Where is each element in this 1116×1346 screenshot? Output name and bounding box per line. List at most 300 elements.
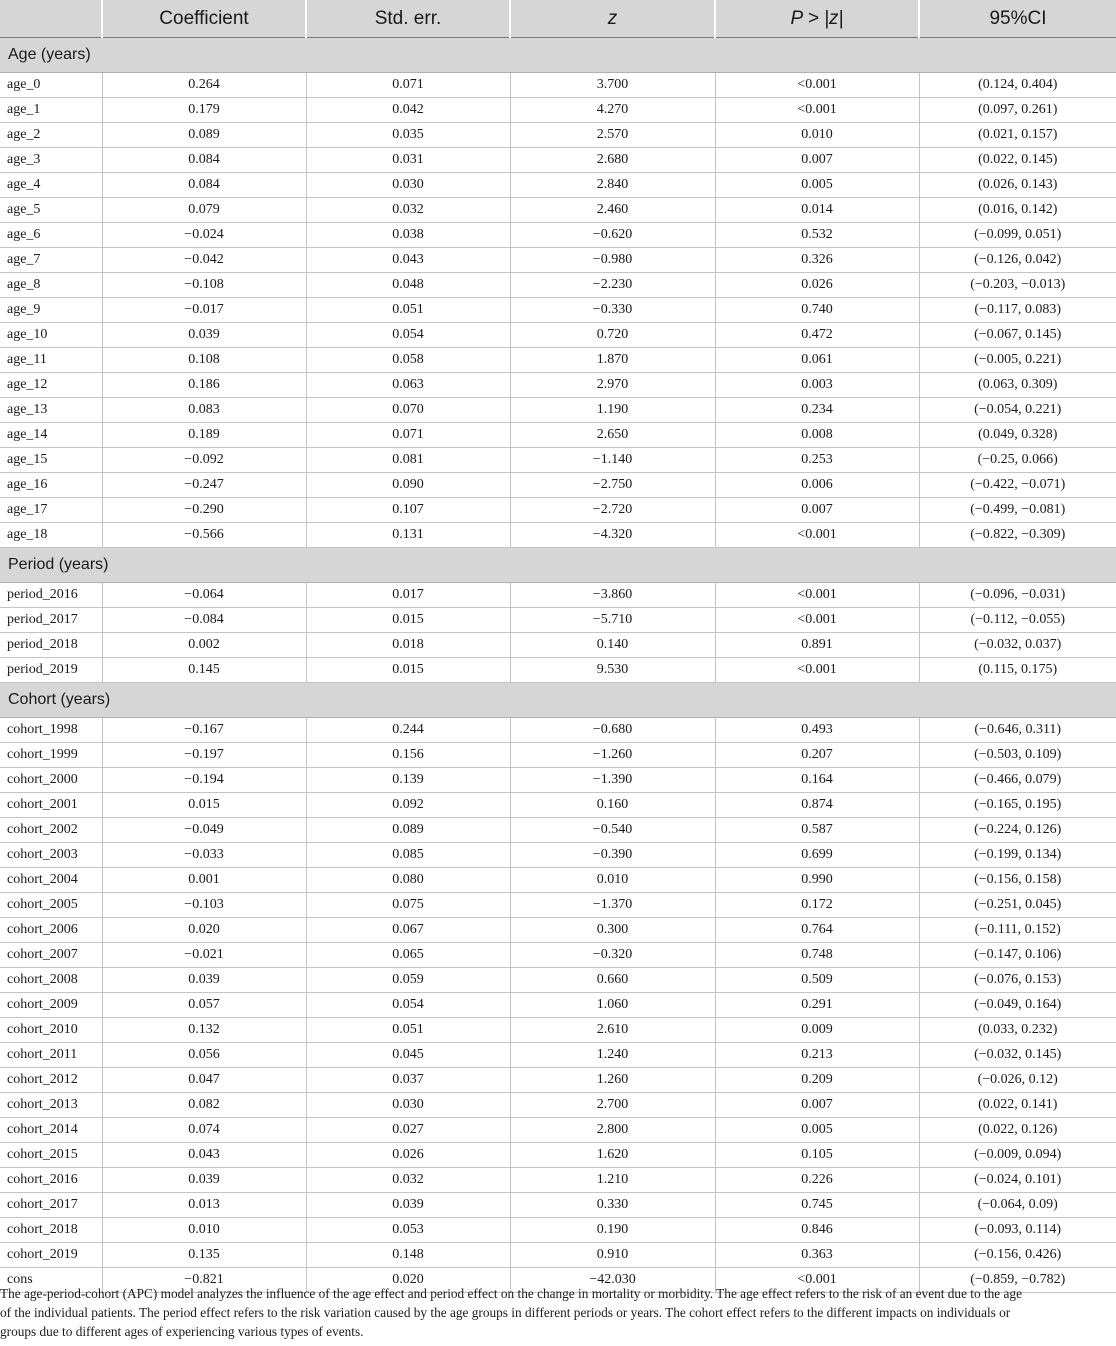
cell-std-err: 0.081 [306, 448, 510, 473]
cell-p-value: 0.745 [715, 1193, 919, 1218]
cell-variable: period_2019 [0, 658, 102, 683]
table-footnote [0, 1284, 1116, 1341]
cell-coefficient: 0.047 [102, 1068, 306, 1093]
cell-95ci: (−0.009, 0.094) [919, 1143, 1116, 1168]
cell-z: 2.840 [510, 173, 715, 198]
cell-coefficient: 0.083 [102, 398, 306, 423]
cell-coefficient: −0.084 [102, 608, 306, 633]
cell-z: 0.190 [510, 1218, 715, 1243]
cell-z: 2.970 [510, 373, 715, 398]
cell-p-value: <0.001 [715, 98, 919, 123]
cell-coefficient: 0.015 [102, 793, 306, 818]
cell-std-err: 0.043 [306, 248, 510, 273]
table-row [0, 198, 1116, 223]
cell-std-err: 0.139 [306, 768, 510, 793]
table-row [0, 1143, 1116, 1168]
cell-variable: cohort_2016 [0, 1168, 102, 1193]
table-row [0, 1018, 1116, 1043]
cell-std-err: 0.053 [306, 1218, 510, 1243]
cell-coefficient: 0.039 [102, 1168, 306, 1193]
cell-std-err: 0.054 [306, 323, 510, 348]
cell-variable: age_14 [0, 423, 102, 448]
cell-p-value: <0.001 [715, 523, 919, 548]
header-coefficient: Coefficient [102, 0, 306, 38]
cell-std-err: 0.027 [306, 1118, 510, 1143]
cell-std-err: 0.090 [306, 473, 510, 498]
cell-std-err: 0.051 [306, 1018, 510, 1043]
cell-std-err: 0.042 [306, 98, 510, 123]
cell-std-err: 0.071 [306, 73, 510, 98]
cell-coefficient: −0.108 [102, 273, 306, 298]
table-row [0, 583, 1116, 608]
cell-std-err: 0.017 [306, 583, 510, 608]
cell-p-value: 0.007 [715, 1093, 919, 1118]
cell-95ci: (−0.646, 0.311) [919, 718, 1116, 743]
table-row [0, 523, 1116, 548]
cell-z: 0.160 [510, 793, 715, 818]
cell-p-value: 0.009 [715, 1018, 919, 1043]
cell-95ci: (0.016, 0.142) [919, 198, 1116, 223]
cell-coefficient: −0.103 [102, 893, 306, 918]
cell-variable: age_10 [0, 323, 102, 348]
cell-z: −42.030 [510, 1268, 715, 1293]
cell-p-value: 0.846 [715, 1218, 919, 1243]
table-row [0, 943, 1116, 968]
cell-p-value: 0.226 [715, 1168, 919, 1193]
table-row [0, 323, 1116, 348]
cell-variable: cohort_2014 [0, 1118, 102, 1143]
cell-std-err: 0.065 [306, 943, 510, 968]
cell-p-value: 0.326 [715, 248, 919, 273]
cell-coefficient: 0.002 [102, 633, 306, 658]
cell-std-err: 0.018 [306, 633, 510, 658]
cell-95ci: (−0.111, 0.152) [919, 918, 1116, 943]
cell-variable: age_12 [0, 373, 102, 398]
table-row [0, 918, 1116, 943]
cell-std-err: 0.039 [306, 1193, 510, 1218]
cell-95ci: (−0.499, −0.081) [919, 498, 1116, 523]
cell-coefficient: 0.082 [102, 1093, 306, 1118]
cell-variable: cohort_2006 [0, 918, 102, 943]
table-row [0, 473, 1116, 498]
cell-coefficient: −0.290 [102, 498, 306, 523]
section-label: Period (years) [0, 548, 1116, 583]
cell-z: 2.460 [510, 198, 715, 223]
table-row [0, 98, 1116, 123]
cell-p-value: 0.007 [715, 498, 919, 523]
cell-95ci: (0.063, 0.309) [919, 373, 1116, 398]
cell-z: 2.610 [510, 1018, 715, 1043]
cell-z: 1.210 [510, 1168, 715, 1193]
cell-coefficient: 0.132 [102, 1018, 306, 1043]
cell-95ci: (0.022, 0.145) [919, 148, 1116, 173]
cell-variable: cohort_2011 [0, 1043, 102, 1068]
cell-p-value: 0.740 [715, 298, 919, 323]
cell-coefficient: −0.197 [102, 743, 306, 768]
cell-p-value: <0.001 [715, 658, 919, 683]
cell-coefficient: 0.056 [102, 1043, 306, 1068]
cell-p-value: 0.764 [715, 918, 919, 943]
cell-std-err: 0.048 [306, 273, 510, 298]
section-header-row [0, 38, 1116, 73]
cell-std-err: 0.045 [306, 1043, 510, 1068]
cell-coefficient: 0.043 [102, 1143, 306, 1168]
cell-p-value: 0.014 [715, 198, 919, 223]
cell-95ci: (−0.25, 0.066) [919, 448, 1116, 473]
cell-std-err: 0.075 [306, 893, 510, 918]
cell-z: 0.660 [510, 968, 715, 993]
cell-std-err: 0.085 [306, 843, 510, 868]
cell-std-err: 0.026 [306, 1143, 510, 1168]
cell-p-value: 0.291 [715, 993, 919, 1018]
cell-std-err: 0.092 [306, 793, 510, 818]
cell-p-value: 0.007 [715, 148, 919, 173]
cell-std-err: 0.051 [306, 298, 510, 323]
cell-p-value: 0.005 [715, 1118, 919, 1143]
cell-variable: cohort_2004 [0, 868, 102, 893]
cell-variable: age_11 [0, 348, 102, 373]
table-row [0, 373, 1116, 398]
cell-std-err: 0.037 [306, 1068, 510, 1093]
footnote-line: groups due to different ages of experiencing various types of events. [0, 1324, 364, 1339]
cell-std-err: 0.131 [306, 523, 510, 548]
cell-95ci: (−0.126, 0.042) [919, 248, 1116, 273]
cell-p-value: 0.472 [715, 323, 919, 348]
table-row [0, 173, 1116, 198]
table-row [0, 1093, 1116, 1118]
table-row [0, 658, 1116, 683]
cell-variable: period_2017 [0, 608, 102, 633]
cell-variable: age_17 [0, 498, 102, 523]
cell-coefficient: −0.092 [102, 448, 306, 473]
cell-variable: cohort_2015 [0, 1143, 102, 1168]
cell-95ci: (−0.032, 0.037) [919, 633, 1116, 658]
cell-coefficient: −0.167 [102, 718, 306, 743]
cell-95ci: (−0.165, 0.195) [919, 793, 1116, 818]
cell-variable: cohort_2017 [0, 1193, 102, 1218]
cell-variable: period_2016 [0, 583, 102, 608]
table-row [0, 148, 1116, 173]
cell-coefficient: 0.189 [102, 423, 306, 448]
cell-coefficient: 0.135 [102, 1243, 306, 1268]
cell-std-err: 0.020 [306, 1268, 510, 1293]
cell-z: 0.140 [510, 633, 715, 658]
table-row [0, 223, 1116, 248]
cell-variable: age_5 [0, 198, 102, 223]
cell-coefficient: 0.039 [102, 323, 306, 348]
table-row [0, 768, 1116, 793]
table-row [0, 843, 1116, 868]
cell-coefficient: −0.033 [102, 843, 306, 868]
cell-std-err: 0.059 [306, 968, 510, 993]
cell-variable: cohort_2010 [0, 1018, 102, 1043]
cell-variable: age_8 [0, 273, 102, 298]
cell-p-value: <0.001 [715, 73, 919, 98]
table-row [0, 1068, 1116, 1093]
cell-std-err: 0.080 [306, 868, 510, 893]
cell-z: 1.060 [510, 993, 715, 1018]
cell-z: 1.870 [510, 348, 715, 373]
cell-std-err: 0.030 [306, 1093, 510, 1118]
cell-variable: period_2018 [0, 633, 102, 658]
table-row [0, 248, 1116, 273]
cell-z: 2.700 [510, 1093, 715, 1118]
cell-95ci: (−0.466, 0.079) [919, 768, 1116, 793]
cell-coefficient: 0.020 [102, 918, 306, 943]
table-row [0, 348, 1116, 373]
table-row [0, 1168, 1116, 1193]
cell-z: 2.570 [510, 123, 715, 148]
cell-std-err: 0.032 [306, 1168, 510, 1193]
cell-coefficient: 0.179 [102, 98, 306, 123]
cell-p-value: 0.699 [715, 843, 919, 868]
table-row [0, 718, 1116, 743]
cell-p-value: 0.509 [715, 968, 919, 993]
table-row [0, 633, 1116, 658]
cell-p-value: 0.172 [715, 893, 919, 918]
cell-coefficient: 0.084 [102, 148, 306, 173]
cell-p-value: <0.001 [715, 583, 919, 608]
cell-95ci: (0.049, 0.328) [919, 423, 1116, 448]
cell-std-err: 0.148 [306, 1243, 510, 1268]
table-row [0, 73, 1116, 98]
cell-z: 1.620 [510, 1143, 715, 1168]
header-variable [0, 0, 102, 38]
cell-95ci: (0.021, 0.157) [919, 123, 1116, 148]
cell-p-value: 0.164 [715, 768, 919, 793]
cell-variable: cohort_2009 [0, 993, 102, 1018]
cell-z: −1.260 [510, 743, 715, 768]
cell-95ci: (0.097, 0.261) [919, 98, 1116, 123]
table-row [0, 1118, 1116, 1143]
cell-variable: cohort_2005 [0, 893, 102, 918]
section-label: Cohort (years) [0, 683, 1116, 718]
cell-variable: age_16 [0, 473, 102, 498]
cell-p-value: 0.363 [715, 1243, 919, 1268]
cell-std-err: 0.035 [306, 123, 510, 148]
cell-std-err: 0.030 [306, 173, 510, 198]
cell-variable: cohort_2003 [0, 843, 102, 868]
cell-z: 0.910 [510, 1243, 715, 1268]
cell-coefficient: 0.145 [102, 658, 306, 683]
table-row [0, 423, 1116, 448]
section-header-row [0, 683, 1116, 718]
cell-95ci: (−0.503, 0.109) [919, 743, 1116, 768]
cell-p-value: 0.748 [715, 943, 919, 968]
cell-variable: age_15 [0, 448, 102, 473]
table-row [0, 1218, 1116, 1243]
section-header-row [0, 548, 1116, 583]
cell-z: −1.370 [510, 893, 715, 918]
cell-95ci: (−0.199, 0.134) [919, 843, 1116, 868]
cell-z: −0.320 [510, 943, 715, 968]
cell-z: −1.140 [510, 448, 715, 473]
cell-coefficient: −0.247 [102, 473, 306, 498]
cell-z: −0.680 [510, 718, 715, 743]
cell-z: −2.230 [510, 273, 715, 298]
cell-95ci: (−0.099, 0.051) [919, 223, 1116, 248]
cell-coefficient: 0.057 [102, 993, 306, 1018]
cell-95ci: (−0.024, 0.101) [919, 1168, 1116, 1193]
cell-variable: cohort_1999 [0, 743, 102, 768]
cell-coefficient: 0.013 [102, 1193, 306, 1218]
table-row [0, 498, 1116, 523]
table-row [0, 1193, 1116, 1218]
cell-std-err: 0.089 [306, 818, 510, 843]
cell-variable: age_0 [0, 73, 102, 98]
cell-std-err: 0.032 [306, 198, 510, 223]
cell-p-value: 0.010 [715, 123, 919, 148]
cell-coefficient: −0.194 [102, 768, 306, 793]
cell-coefficient: −0.024 [102, 223, 306, 248]
cell-coefficient: 0.039 [102, 968, 306, 993]
table-row [0, 273, 1116, 298]
table-row [0, 448, 1116, 473]
cell-coefficient: 0.079 [102, 198, 306, 223]
cell-p-value: 0.003 [715, 373, 919, 398]
cell-z: −0.540 [510, 818, 715, 843]
cell-95ci: (0.115, 0.175) [919, 658, 1116, 683]
cell-z: 9.530 [510, 658, 715, 683]
cell-95ci: (−0.112, −0.055) [919, 608, 1116, 633]
cell-z: −0.330 [510, 298, 715, 323]
cell-variable: cohort_2001 [0, 793, 102, 818]
cell-coefficient: −0.042 [102, 248, 306, 273]
cell-variable: cohort_2002 [0, 818, 102, 843]
cell-std-err: 0.038 [306, 223, 510, 248]
cell-95ci: (−0.054, 0.221) [919, 398, 1116, 423]
cell-z: −2.720 [510, 498, 715, 523]
cell-95ci: (−0.096, −0.031) [919, 583, 1116, 608]
table-row [0, 993, 1116, 1018]
cell-z: 4.270 [510, 98, 715, 123]
table-body [0, 38, 1116, 1293]
cell-95ci: (0.033, 0.232) [919, 1018, 1116, 1043]
cell-95ci: (−0.224, 0.126) [919, 818, 1116, 843]
cell-coefficient: 0.089 [102, 123, 306, 148]
cell-p-value: 0.008 [715, 423, 919, 448]
cell-95ci: (−0.093, 0.114) [919, 1218, 1116, 1243]
table-row [0, 398, 1116, 423]
cell-variable: age_13 [0, 398, 102, 423]
cell-variable: cons [0, 1268, 102, 1293]
cell-std-err: 0.156 [306, 743, 510, 768]
cell-95ci: (−0.156, 0.426) [919, 1243, 1116, 1268]
cell-z: 1.260 [510, 1068, 715, 1093]
cell-std-err: 0.054 [306, 993, 510, 1018]
cell-z: 2.650 [510, 423, 715, 448]
cell-coefficient: −0.017 [102, 298, 306, 323]
table-row [0, 793, 1116, 818]
cell-coefficient: 0.074 [102, 1118, 306, 1143]
cell-p-value: 0.213 [715, 1043, 919, 1068]
cell-variable: cohort_2019 [0, 1243, 102, 1268]
cell-variable: age_3 [0, 148, 102, 173]
cell-p-value: <0.001 [715, 608, 919, 633]
cell-95ci: (−0.117, 0.083) [919, 298, 1116, 323]
cell-p-value: 0.532 [715, 223, 919, 248]
table-row [0, 818, 1116, 843]
cell-variable: cohort_2000 [0, 768, 102, 793]
cell-95ci: (−0.859, −0.782) [919, 1268, 1116, 1293]
cell-95ci: (−0.822, −0.309) [919, 523, 1116, 548]
cell-z: −3.860 [510, 583, 715, 608]
cell-coefficient: 0.084 [102, 173, 306, 198]
cell-variable: age_6 [0, 223, 102, 248]
table-row [0, 608, 1116, 633]
cell-coefficient: −0.566 [102, 523, 306, 548]
cell-95ci: (−0.422, −0.071) [919, 473, 1116, 498]
cell-95ci: (−0.156, 0.158) [919, 868, 1116, 893]
footnote-line: of the individual patients. The period effect refers to the risk variation caused by the age groups in different periods or years. The cohort effect refers to the different impacts on individuals or [0, 1305, 1011, 1320]
cell-std-err: 0.067 [306, 918, 510, 943]
cell-z: 2.680 [510, 148, 715, 173]
cell-95ci: (−0.203, −0.013) [919, 273, 1116, 298]
cell-z: −5.710 [510, 608, 715, 633]
cell-std-err: 0.058 [306, 348, 510, 373]
header-z: z [510, 0, 715, 38]
cell-p-value: 0.253 [715, 448, 919, 473]
table-row [0, 123, 1116, 148]
cell-variable: cohort_2007 [0, 943, 102, 968]
cell-variable: age_9 [0, 298, 102, 323]
cell-variable: age_2 [0, 123, 102, 148]
cell-variable: age_4 [0, 173, 102, 198]
table-row [0, 968, 1116, 993]
cell-p-value: 0.990 [715, 868, 919, 893]
cell-95ci: (0.026, 0.143) [919, 173, 1116, 198]
section-label: Age (years) [0, 38, 1116, 73]
cell-p-value: 0.207 [715, 743, 919, 768]
cell-coefficient: 0.010 [102, 1218, 306, 1243]
cell-variable: cohort_1998 [0, 718, 102, 743]
cell-z: −0.620 [510, 223, 715, 248]
table-row [0, 868, 1116, 893]
cell-std-err: 0.031 [306, 148, 510, 173]
cell-coefficient: 0.001 [102, 868, 306, 893]
cell-z: 1.240 [510, 1043, 715, 1068]
cell-z: −2.750 [510, 473, 715, 498]
cell-p-value: 0.874 [715, 793, 919, 818]
cell-z: 1.190 [510, 398, 715, 423]
cell-p-value: 0.209 [715, 1068, 919, 1093]
cell-variable: age_1 [0, 98, 102, 123]
cell-95ci: (0.022, 0.126) [919, 1118, 1116, 1143]
cell-z: 0.300 [510, 918, 715, 943]
footnote-line: The age-period-cohort (APC) model analyzes the influence of the age effect and period effect on the change in mortality or morbidity. The age effect refers to the risk of an event due to the age [0, 1286, 1022, 1301]
cell-95ci: (−0.076, 0.153) [919, 968, 1116, 993]
cell-95ci: (−0.147, 0.106) [919, 943, 1116, 968]
cell-variable: cohort_2008 [0, 968, 102, 993]
cell-std-err: 0.063 [306, 373, 510, 398]
cell-std-err: 0.071 [306, 423, 510, 448]
cell-95ci: (−0.032, 0.145) [919, 1043, 1116, 1068]
cell-variable: cohort_2018 [0, 1218, 102, 1243]
cell-95ci: (−0.049, 0.164) [919, 993, 1116, 1018]
cell-std-err: 0.015 [306, 658, 510, 683]
cell-coefficient: −0.064 [102, 583, 306, 608]
cell-z: −1.390 [510, 768, 715, 793]
cell-z: −0.390 [510, 843, 715, 868]
cell-z: −0.980 [510, 248, 715, 273]
cell-z: 2.800 [510, 1118, 715, 1143]
cell-p-value: 0.061 [715, 348, 919, 373]
cell-z: 3.700 [510, 73, 715, 98]
cell-95ci: (−0.005, 0.221) [919, 348, 1116, 373]
table-row [0, 298, 1116, 323]
cell-95ci: (−0.251, 0.045) [919, 893, 1116, 918]
cell-coefficient: 0.186 [102, 373, 306, 398]
